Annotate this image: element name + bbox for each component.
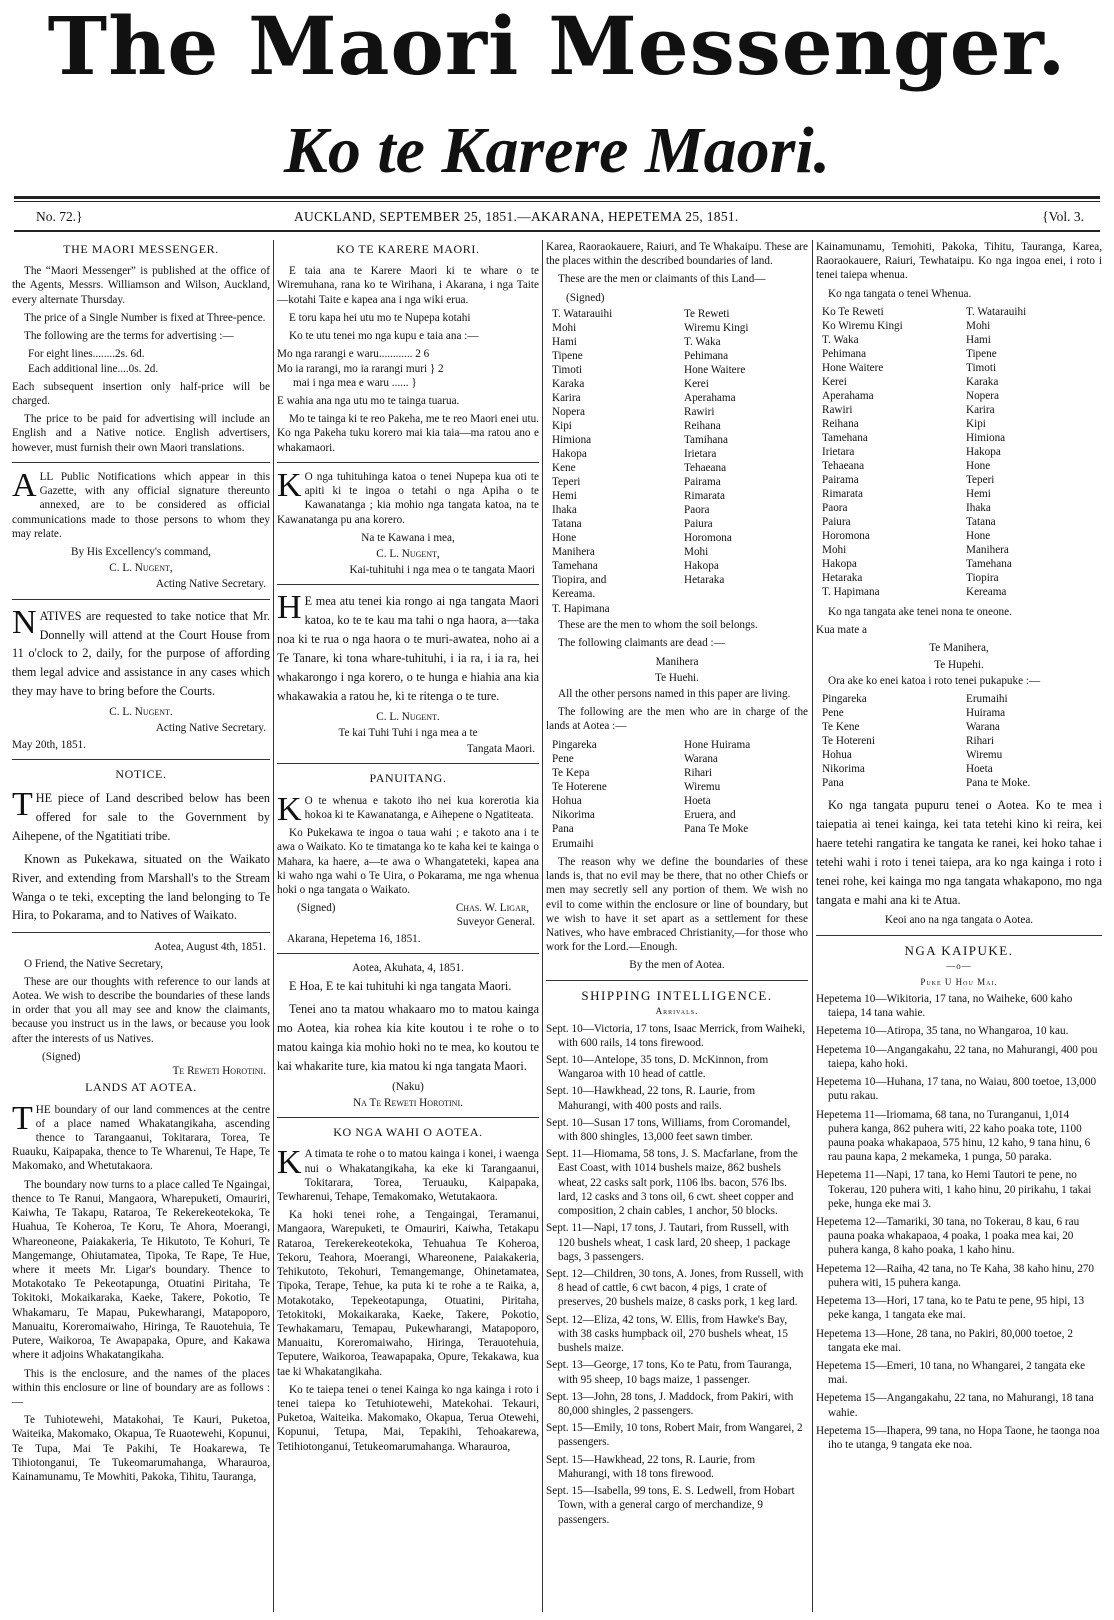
shipping-entry: Sept. 11—Napi, 17 tons, J. Tautari, from Russell, with 120 bushels wheat, 1 cask lard, 20 sheep, 1 package bags, 3 passengers. (546, 1222, 791, 1263)
boundary-text: A timata te rohe o to matou kainga i konei, i waenga nui o Whakatangikaha, ka eke ki Tarangaanui, Tokitarara, Torea, Teruauku, Kaipapaka, Tewharenui, Tehape, Temakomako, Wetutakaora. (277, 1148, 539, 1203)
paragraph: The boundary now turns to a place called Te Ngaingai, thence to Te Ranui, Mangaora, Wharepuketi, Omauriri, Kaiwha, Te Takapu, Rataroa, Te Rekerekeotekoka, Te Huahua, Te Koheroa, Te Koru, Te Ahora, Moerangi, Whareoneone, Paiakakeria, Te Hikutoto, Te Kohuri, Te Mangemange, Ohiutamatea, Tipoka, Te Rape, Te Hue, where it meets Mr. Ligar's boundary. Thence to Motakotako Te Pekeotapunga, Otuatini Piritaha, Te Tokitoki, Mokaikaraka, Kaeke, Takere, Pokotio, Te Whakamaru, Te Mapau, Pukewharangi, Matapoporo, Manuaitu, Koreromaiwaho, Hiringa, Te Rauotehuia, Te Putere, Waikoroa, Te Awapapaka, Opure, and Kakawa where it adjoins Whakatangikaha. (12, 1178, 270, 1362)
masthead-rule-top (14, 196, 1100, 199)
column-divider (812, 240, 813, 1612)
guardian-name: Hohua (552, 794, 582, 807)
deceased-name: Manihera (655, 655, 699, 668)
column-3 (546, 240, 808, 1610)
column-divider (273, 240, 274, 1612)
advert-rates (277, 347, 539, 390)
masthead-title-maori: Ko te Karere Maori. (283, 114, 831, 187)
section-heading: NGA KAIPUKE. (904, 942, 1014, 958)
guardian-name: Hoeta (684, 794, 711, 807)
paragraph: Kainamunamu, Temohiti, Pakoka, Tihitu, Tauranga, Karea, Raoraokauere, Raiuri, Tewhataipu. Ko nga ingoa enei, i roto i tenei taiepa whenua. (816, 241, 1102, 282)
paragraph: Ko te taiepa tenei o tenei Kainga ko nga kainga i roto i tenei taiepa ko Tetuhiotewehi, Matekohai. Tekauri, Puketoa, Waiteika. Makomako, Okapua, Terua Otewehi, Kopunui, Tetupa, Mai, Tepakihi, Tehoakarewa, Tetihiotonganui, Tetukeomarumahanga. Wharaurоa, (277, 1383, 539, 1453)
section-subheading: Puke U Hou Mai. (920, 976, 998, 987)
claimant-name: Tamihana (684, 433, 728, 446)
paragraph: The price to be paid for advertising will include an English and a Native notice. English advertisers, however, must furnish their own Maori translations. (12, 413, 270, 454)
owner-name: Manihera (966, 543, 1009, 556)
owner-name: Timoti (966, 361, 997, 374)
claimant-name: Paora (684, 503, 710, 516)
paragraph: All the other persons named in this paper are living. (558, 687, 791, 700)
shipping-entry: Sept. 15—Isabella, 99 tons, E. S. Ledwell, from Hobart Town, with a general cargo of merchandize, 9 passengers. (546, 1485, 795, 1526)
guardian-name: Wiremu (966, 748, 1003, 761)
guardian-name: Nikorima (552, 808, 595, 821)
guardian-name: Pana (552, 822, 574, 835)
signature-name: Chas. W. Ligar, (455, 902, 529, 915)
divider (816, 935, 1102, 936)
divider (12, 599, 270, 600)
guardian-name: Erumaihi (552, 837, 594, 850)
paragraph: These are the men to whom the soil belongs. (558, 619, 758, 632)
signature-role: Acting Native Secretary. (155, 578, 266, 591)
advert-rates (28, 347, 270, 375)
divider (12, 932, 270, 933)
masthead (0, 0, 1114, 205)
owner-name: Karaka (966, 375, 999, 388)
guardian-name: Rihari (684, 766, 712, 779)
kaipuke-entry: Hepetema 10—Wikitoria, 17 tana, no Waiheke, 600 kaho taiepa, 14 tana wahie. (816, 992, 1073, 1020)
dateline-rule (14, 230, 1100, 232)
letter-signature: Keoi ano na nga tangata o Aotea. (884, 914, 1034, 927)
owner-name: Tipene (966, 347, 997, 360)
divider (277, 462, 539, 463)
owner-name: Hemi (966, 487, 991, 500)
boundary-description (12, 1099, 270, 1174)
shipping-entry: Sept. 13—John, 28 tons, J. Maddock, from Pakiri, with 80,000 shingles, 2 passengers. (546, 1390, 794, 1417)
owner-name: Mohi (822, 543, 847, 556)
drop-cap: T (12, 1099, 33, 1137)
section-heading: THE MAORI MESSENGER. (63, 242, 219, 256)
shipping-entry: Sept. 10—Victoria, 17 tons, Isaac Merrick, from Waiheki, with 600 rails, 14 tons firewood. (546, 1022, 806, 1049)
paragraph: This is the enclosure, and the names of the places within this enclosure or line of boundary are as follows :— (12, 1367, 270, 1408)
guardian-name: Erumaihi (966, 692, 1008, 705)
notice-land-maori (277, 790, 539, 828)
paragraph: Mo te tainga ki te reo Pakeha, me te reo Maori enei utu. Ko nga Pakeha tuku korero mai kia taia—ma ratou ano e whakamaori. (277, 413, 539, 454)
boundary-text: HE boundary of our land commences at the centre of a place named Whakatangikaha, ascending thence to Tarangaanui, Tokitarara, Torea, Te Ruauku, Kaipapaka, thence to Te Wharenui, Te Hape, Te Makomako, and Whetutakaora. (12, 1103, 270, 1173)
owner-name: Hami (966, 333, 991, 346)
drop-cap: N (12, 603, 37, 641)
shipping-entry: Sept. 12—Children, 30 tons, A. Jones, from Russell, with 8 head of cattle, 6 cwt bacon, 4 pigs, 1 crate of preserves, 20 bushels maize, 8 casks pork, 1 keg lard. (546, 1268, 804, 1309)
guardian-name: Pingareka (822, 692, 867, 705)
paragraph: The following claimants are dead :— (558, 637, 725, 650)
divider (12, 462, 270, 463)
owner-name: Rimarata (822, 487, 864, 500)
claimant-name: Horomona (684, 531, 732, 544)
guardian-name: Hoeta (966, 762, 993, 775)
paragraph: Each subsequent insertion only half-price will be charged. (12, 380, 270, 407)
owner-name: Tehaeana (822, 459, 865, 472)
guardian-name: Pene (552, 752, 574, 765)
owner-name: Irietara (822, 445, 855, 458)
claimant-name: Aperahama (684, 391, 736, 404)
claimant-name: Kipi (552, 419, 572, 432)
notice-text: O te whenua e takoto iho nei kua korerotia kia hokoa ki te Kawanatanga, e Aihepene o Ngatiteata. (304, 794, 539, 821)
shipping-entry: Sept. 13—George, 17 tons, Ko te Patu, from Tauranga, with 95 sheep, 10 bags maize, 1 passenger. (546, 1359, 792, 1386)
section-heading: LANDS AT AOTEA. (85, 1080, 197, 1095)
section-heading: KO TE KARERE MAORI. (336, 242, 480, 256)
claimant-name: Hami (552, 335, 577, 348)
shipping-entry: Sept. 11—Hiomama, 58 tons, J. S. Macfarlane, from the East Coast, with 1014 bushels maize, 862 bushels wheat, 22 casks salt pork, 1106 lbs. bacon, 576 lbs. lard, 12 casks and 3 tons oil, 6 cwt. sheet copper and composition, 2 chain cables, 1 anchor, 50 blocks. (546, 1148, 798, 1218)
drop-cap: T (12, 786, 33, 824)
owners-list (822, 305, 1102, 599)
owner-name: Hone Waitere (822, 361, 884, 374)
issue-date: AUCKLAND, SEPTEMBER 25, 1851.—AKARANA, HEPETEMA 25, 1851. (294, 209, 739, 224)
paragraph: Ko nga tangata pupuru tenei o Aotea. Ko te mea i taiepatia ai tenei kainga, kei tata tetehi kino ki reira, kei haere tetehi rangatira ke tangata ke ranei, kei hoko tahae i tetehi wahi i roto i tenei taiepa, ara ko nga kainga i roto i tenei rohe, kei kainga mo nga tangata whakapono, mo nga tangata e mahi ana ki te Atua. (816, 797, 1102, 907)
kaipuke-entry: Hepetema 12—Tamariki, 30 tana, no Tokerau, 8 kau, 6 rau pauna poaka whakapaoa, 4 poaka, 1 poaka mea kai, 20 puhera kanga, 8 kaho poaka, 1 kaho hinu. (816, 1216, 1080, 1257)
claimant-name: Hakopa (552, 447, 587, 460)
guardian-name: Te Kepa (552, 766, 590, 779)
divider (277, 1117, 539, 1118)
owner-name: Pehimana (822, 347, 867, 360)
signature-name: C. L. Nugent. (109, 706, 173, 719)
deceased-name: Te Huehi. (655, 671, 699, 684)
guardian-name: Te Kene (822, 720, 860, 733)
claimant-name: Karira (552, 391, 581, 404)
guardian-name: Pene (822, 706, 844, 719)
claimant-name: Tatana (552, 517, 582, 530)
notice-text: HE piece of Land described below has been offered for sale to the Government by Aihepene, of the Ngatitiati tribe. (12, 791, 270, 843)
notice-natives (12, 603, 270, 702)
claimant-name: Hone Waitere (684, 363, 746, 376)
signature-role: Te kai Tuhi Tuhi i nga mea a te (338, 727, 478, 740)
drop-cap: H (277, 589, 302, 627)
drop-cap: A (12, 466, 37, 504)
paragraph: Ka hoki tenei rohe, a Tengaingai, Teramanui, Mangaora, Warepuketi, te Omauriri, Kaiwha, Tetakapu Rataroa, Terekerekeotekoka, Tehuahua Te Koheroa, Tekoru, Teahora, Moerangi, Whareonene, Paiakakeria, Tehikutoto, Tekohuri, Temangemange, Ohinetamatea, Tipoka, Terape, Tehue, ka puta ki te rohe a te Raika, a, Motakotako, Tepekeotapunga, Otuatini, Piritaha, Tetokitoki, Mokaikaraka, Kaeke, Takere, Pokotio, Tewhakamaru, Temapau, Pukewharangi, Matapoporo, Manuaitu, Koreromaiwaho, Hiringa, Terauotehuia, Teputere, Waikoroa, Teawapapaka, Opure, Tekakawa, kua tae ki Whakatangikaha. (277, 1209, 539, 1378)
claimant-name: Wiremu Kingi (684, 321, 749, 334)
shipping-entry: Sept. 10—Susan 17 tons, Williams, from Coromandel, with 800 shingles, 13,000 feet sawn timber. (546, 1116, 791, 1144)
masthead-rule-thin (14, 201, 1100, 202)
divider (277, 584, 539, 585)
section-heading: NOTICE. (115, 766, 167, 781)
drop-cap: K (277, 790, 302, 828)
paragraph: Known as Pukekawa, situated on the Waikato River, and extending from Marshall's to the Stream Wanga o te teki, excepting the land belonging to Te Hira, to Pokarama, and to Natives of Waikato. (12, 851, 270, 923)
paragraph: The “Maori Messenger” is published at the office of the Agents, Messrs. Williamson and Wilson, Auckland, every alternate Thursday. (12, 265, 270, 306)
owner-name: Paora (822, 501, 848, 514)
letter-body: Tenei ano ta matou whakaaro mo to matou kainga mo Aotea, kia rohea kia kite koutou i te rohe o to matou kainga kia mohio hoki no te mea, ko koutou te kai whakarite ture, kia matou ki nga tangata Maori. (277, 1002, 539, 1073)
owner-name: T. Waka (822, 333, 859, 346)
divider (277, 763, 539, 764)
claimant-name: Hone (552, 531, 577, 544)
kaipuke-entry: Hepetema 11—Iriomama, 68 tana, no Turanganui, 1,014 puhera kanga, 862 puhera witi, 22 kaho poaka tote, 1100 pauna poaka whakapaoa, 575 hinu, 12 kaho, 9 tana hinu, 6 rau pauna kapa, 2 mekameka, 1 punga, 50 paraka. (816, 1108, 1091, 1164)
owner-name: Tatana (966, 515, 996, 528)
claimant-name: Tipene (552, 349, 583, 362)
owner-name: Pairama (822, 473, 859, 486)
paragraph: The price of a Single Number is fixed at Three-pence. (24, 311, 266, 324)
owner-name: Aperahama (822, 389, 874, 402)
kaipuke-entry: Hepetema 15—Emeri, 10 tana, no Whangarei, 2 tangata eke mai. (816, 1360, 1086, 1387)
letter-date: Aotea, August 4th, 1851. (154, 941, 266, 954)
guardian-name: Wiremu (684, 780, 721, 793)
signature-role: Suveyor General. (456, 916, 535, 929)
guardian-name: Pana te Moke. (966, 776, 1031, 789)
rate-line: Each additional line....0s. 2d. (28, 362, 159, 375)
guardian-name: Pingareka (552, 738, 597, 751)
guardian-name: Te Hoterene (552, 780, 607, 793)
signature-block (277, 901, 539, 915)
claimant-name: Reihana (684, 419, 721, 432)
column-2 (277, 240, 539, 1610)
owner-name: Horomona (822, 529, 870, 542)
shipping-list (546, 1022, 808, 1527)
kaipuke-entry: Hepetema 10—Huhana, 17 tana, no Waiau, 800 toetoe, 13,000 putu rakau. (816, 1076, 1097, 1103)
signature-line: Na te Kawana i mea, (361, 531, 455, 544)
notice-date: May 20th, 1851. (12, 738, 86, 751)
kaipuke-entry: Hepetema 10—Atiropa, 35 tana, no Whangaroa, 10 kau. (816, 1025, 1069, 1038)
paragraph: Te Tuhiotewehi, Matakohai, Te Kauri, Puketoa, Waiteika, Makomako, Okapua, Te Ruaotewehi, Kopunui, Te Tupa, Mai Te Pakihi, Te Hoakarewa, Te Tihiotonganui, Te Tukeomarumahanga, Wharaurоa, Kainamunamu, Te Mowhiti, Pakoka, Tihitu, Tauranga, (12, 1414, 270, 1484)
notice-text: ATIVES are requested to take notice that Mr. Donnelly will attend at the Court House from 11 o'clock to 2, daily, for the purpose of affording them legal advice and assistance in any cases which they may have to bring before the Courts. (12, 608, 270, 699)
claimant-name: Teperi (552, 475, 581, 488)
rate-line: For eight lines........2s. 6d. (28, 348, 145, 361)
notice-public-notifications (12, 466, 270, 541)
paragraph: Ko nga tangata ake tenei nona te oneone. (828, 605, 1012, 618)
claimant-name: Hemi (552, 489, 577, 502)
paragraph: Ko te utu tenei mo nga kupu e taia ana :— (289, 330, 479, 343)
guardians-list (822, 692, 1102, 790)
paragraph: Ko nga tangata o tenei Whenua. (828, 287, 972, 300)
signed-label: (Signed) (566, 291, 605, 304)
owner-name: Nopera (966, 389, 999, 402)
letter-salutation: O Friend, the Native Secretary, (24, 957, 164, 970)
owner-name: Kerei (822, 375, 847, 388)
divider (546, 980, 808, 981)
notice-text: O nga tuhituhinga katoa o tenei Nupepa kua oti te apiti ki te ingoa o tetahi o nga Apiha o te Kawanatanga ; kia mohio nga tangata katoa, na te Kawanatanga pu ana korero. (277, 470, 539, 526)
guardian-name: Te Hotereni (822, 734, 875, 747)
owner-name: Hone (966, 459, 991, 472)
notice-land (12, 786, 270, 846)
rate-line: mai i nga mea e waru ...... } (293, 376, 417, 389)
paragraph: Kua mate a (816, 624, 867, 637)
claimant-name: T. Watarauihi (552, 307, 613, 320)
paragraph: These are the men or claimants of this Land— (558, 273, 766, 286)
signature-name: C. L. Nugent, (376, 547, 440, 560)
shipping-entry: Sept. 15—Emily, 10 tons, Robert Mair, from Wangarei, 2 passengers. (546, 1422, 803, 1449)
signature-line: By His Excellency's command, (71, 545, 211, 558)
notice-natives-maori (277, 589, 539, 705)
claimant-name: Hakopa (684, 559, 719, 572)
claimant-name: Mohi (684, 545, 709, 558)
owner-name: Hetaraka (822, 571, 863, 584)
paragraph: E taia ana te Karere Maori ki te whare o te Wiremuhana, rana ko te Wirihana, i Akarana, i nga Taite—kotahi Taite e kapea ana i nga wiki erua. (277, 265, 539, 306)
letter-naku: (Naku) (392, 1080, 424, 1093)
guardian-name: Hone Huirama (684, 738, 751, 751)
kaipuke-entry: Hepetema 13—Hone, 28 tana, no Pakiri, 80,000 toetoe, 2 tangata eke mai. (816, 1327, 1073, 1354)
notice-text: LL Public Notifications which appear in this Gazette, with any official signature thereunto annexed, are to be considered as official communications made to those persons to whom they may relate. (12, 470, 270, 540)
kaipuke-entry: Hepetema 13—Hori, 17 tana, ko te Patu te pene, 95 hipi, 13 peke kanga, 1 tangata eke mai. (816, 1295, 1085, 1322)
letter-body: These are our thoughts with reference to our lands at Aotea. We wish to describe the boundaries of these lands in order that you all may see and know the claimants, because you instruct us in the laws, or because you look after the interests of us Natives. (12, 975, 270, 1045)
guardian-name: Warana (966, 720, 1000, 733)
guardians-list (552, 738, 808, 836)
notice-date: Akarana, Hepetema 16, 1851. (287, 932, 421, 945)
claimant-name: Rawiri (684, 405, 715, 418)
rate-line: Mo ia rarangi, mo ia rarangi muri } 2 (277, 362, 444, 375)
kaipuke-entry: Hepetema 15—Ihapera, 99 tana, no Hopa Taone, he taonga noa iho te utanga, 9 tangata eke noa. (816, 1424, 1100, 1452)
owner-name: Teperi (966, 473, 995, 486)
owner-name: Kipi (966, 417, 986, 430)
kaipuke-entry: Hepetema 15—Angangakahu, 22 tana, no Mahurangi, 18 tana wahie. (816, 1392, 1094, 1419)
claimant-name: Himiona (552, 433, 592, 446)
guardian-name: Pana Te Moke (684, 822, 749, 835)
claimant-name: Manihera (552, 545, 595, 558)
divider (12, 759, 270, 760)
claimant-name: Timoti (552, 363, 583, 376)
paragraph: Karea, Raoraokauere, Raiuri, and Te Whakaipu. These are the places within the described boundaries of land. (546, 241, 808, 268)
owner-name: Reihana (822, 417, 859, 430)
boundary-description-maori (277, 1144, 539, 1204)
section-heading: KO NGA WAHI O AOTEA. (333, 1125, 483, 1140)
volume-number: {Vol. 3. (1042, 209, 1084, 224)
claimant-name: Rimarata (684, 489, 726, 502)
kaipuke-entry: Hepetema 10—Angangakahu, 22 tana, no Mahurangi, 400 pou taiepa, kaho hoki. (816, 1043, 1098, 1070)
claimant-name: Pairama (684, 475, 721, 488)
dateline (14, 207, 1100, 229)
guardian-name: Warana (684, 752, 718, 765)
claimant-name: Karaka (552, 377, 585, 390)
owner-name: Rawiri (822, 403, 853, 416)
paragraph: The following are the terms for advertising :— (24, 330, 234, 343)
signature-role: Tangata Maori. (466, 743, 535, 756)
guardian-name: Eruera, and (684, 808, 736, 821)
owner-name: Ihaka (966, 501, 991, 514)
kaipuke-entry: Hepetema 12—Raiha, 42 tana, no Te Kaha, 38 kaho hinu, 270 puhera witi, 15 puhera kanga. (816, 1262, 1095, 1289)
owner-name: Paiura (822, 515, 851, 528)
shipping-entry: Sept. 10—Hawkhead, 22 tons, R. Laurie, from Mahurangi, with 400 posts and rails. (546, 1085, 756, 1112)
owner-name: Kereama (966, 585, 1007, 598)
owner-name: Karira (966, 403, 995, 416)
claimant-name: Hetaraka (684, 573, 725, 586)
letter-signature: Na Te Reweti Horotini. (353, 1096, 463, 1109)
deceased-name: Te Manihera, (929, 642, 989, 655)
shipping-entry: Sept. 12—Eliza, 42 tons, W. Ellis, from Hawke's Bay, with 38 casks humpback oil, 270 bushels wheat, 15 bushels maize. (546, 1313, 788, 1355)
column-divider (542, 240, 543, 1612)
owner-name: Himiona (966, 431, 1006, 444)
paragraph: E toru kapa hei utu mo te Nupepa kotahi (289, 311, 471, 324)
column-4 (816, 240, 1102, 1610)
owner-name: Tamehana (966, 557, 1012, 570)
owner-name: Hakopa (822, 557, 857, 570)
claimant-name: Tiopira, and (552, 573, 607, 586)
claimant-name: Nopera (552, 405, 585, 418)
claimant-name: T. Hapimana (552, 602, 610, 615)
signature-role: Acting Native Secretary. (155, 722, 266, 735)
masthead-title-english: The Maori Messenger. (47, 0, 1067, 93)
letter-salutation: E Hoa, E te kai tuhituhi ki nga tangata Maori. (289, 979, 512, 994)
notice-text: E mea atu tenei kia rongo ai nga tangata Maori katoa, ko te te kau ma tahi o nga haora, a—taka noa ki te rua o nga haora o te muri-awatea, noho ai a Te Tanare, ki tona whare-tuhituhi, i ia ra, i ia ra, hei whakarongo i nga korero, o te hunga e hiahia ana kia whakawakia a ratou he, ki te ritenga o te ture. (277, 594, 539, 703)
owner-name: T. Hapimana (822, 585, 880, 598)
drop-cap: K (277, 466, 302, 504)
kaipuke-entry: Hepetema 11—Napi, 17 tana, ko Hemi Tautori te pene, no Tokerau, 120 puhera witi, 1 kaho hinu, 20 pirikahu, 1 takai peke, hunga eke mai 3. (816, 1169, 1092, 1210)
deceased-name: Te Hupehi. (934, 658, 984, 671)
signature-role: Kai-tuhituhi i nga mea o te tangata Maori (349, 564, 535, 577)
guardian-name: Rihari (966, 734, 994, 747)
owner-name: Tamehana (822, 431, 868, 444)
owner-name: Ko Wiremu Kingi (822, 319, 903, 332)
owner-name: Mohi (966, 319, 991, 332)
letter-signature: Te Reweti Horotini. (172, 1065, 266, 1078)
claimant-name: Kerei (684, 377, 709, 390)
owner-name: Tiopira (966, 571, 999, 584)
letter-date: Aotea, Akuhata, 4, 1851. (352, 961, 464, 974)
letter-signature: By the men of Aotea. (629, 959, 725, 972)
guardian-name: Hohua (822, 748, 852, 761)
claimant-name: Kene (552, 461, 576, 474)
letter-signed: (Signed) (42, 1050, 81, 1063)
shipping-entry: Sept. 10—Antelope, 35 tons, D. McKinnon, from Wangaroa with 10 head of cattle. (546, 1053, 769, 1081)
issue-number: No. 72.} (36, 209, 83, 224)
column-1 (12, 240, 270, 1610)
guardian-name: Pana (822, 776, 844, 789)
section-subheading: Arrivals. (655, 1006, 699, 1017)
owner-name: Ko Te Reweti (822, 305, 884, 318)
guardian-name: Huirama (966, 706, 1006, 719)
claimant-name: Kereama. (552, 587, 596, 600)
notice-gazette (277, 466, 539, 527)
signature-name: C. L. Nugent. (376, 710, 440, 723)
claimant-name: Ihaka (552, 503, 577, 516)
claimant-name: T. Waka (684, 335, 721, 348)
claimant-name: Tehaeana (684, 461, 727, 474)
claimant-name: Irietara (684, 447, 717, 460)
paragraph: Ko Pukekawa te ingoa o taua wahi ; e takoto ana i te awa o Waikato. Ko te timatanga ko te kaha kei te kainga o Mahara, ka haere, a—te awa o Whangateteki, kapea ana ki waho nga wahi o Te Uira, o Pokarama, me nga whenua hoki o nga tangata o Waikato. (277, 827, 539, 897)
claimant-name: Te Reweti (684, 307, 730, 320)
paragraph: The following are the men who are in charge of the lands at Aotea :— (546, 706, 808, 733)
claimant-name: Pehimana (684, 349, 729, 362)
section-ornament: —o— (946, 961, 972, 972)
owner-name: T. Watarauihi (966, 305, 1027, 318)
paragraph: E wahia ana nga utu mo te tainga tuarua. (277, 394, 460, 407)
signed-label: (Signed) (297, 902, 336, 915)
claimant-name: Mohi (552, 321, 577, 334)
paragraph: Ora ake ko enei katoa i roto tenei pukapuke :— (828, 674, 1041, 687)
divider (277, 953, 539, 954)
claimants-list (552, 307, 808, 601)
paragraph: The reason why we define the boundaries of these lands is, that no evil may be there, that no other Chiefs or men may secretly sell any portion of them. We wish no evil to come within the enclosure or line of boundary, but we wish to have it set apart as a settlement for these Natives, who have embraced Christianity,—for those who work for the Lord.—Enough. (546, 855, 808, 954)
drop-cap: K (277, 1144, 302, 1182)
guardian-name: Nikorima (822, 762, 865, 775)
section-heading: PANUITANG. (369, 771, 447, 786)
section-heading: SHIPPING INTELLIGENCE. (581, 987, 773, 1003)
signature-name: C. L. Nugent, (109, 562, 173, 575)
kaipuke-list (816, 992, 1102, 1452)
shipping-entry: Sept. 15—Hawkhead, 22 tons, R. Laurie, from Mahurangi, with 18 tons firewood. (546, 1453, 756, 1480)
claimant-name: Paiura (684, 517, 713, 530)
owner-name: Hone (966, 529, 991, 542)
claimant-name: Tamehana (552, 559, 598, 572)
rate-line: Mo nga rarangi e waru............ 2 6 (277, 348, 430, 361)
owner-name: Hakopa (966, 445, 1001, 458)
